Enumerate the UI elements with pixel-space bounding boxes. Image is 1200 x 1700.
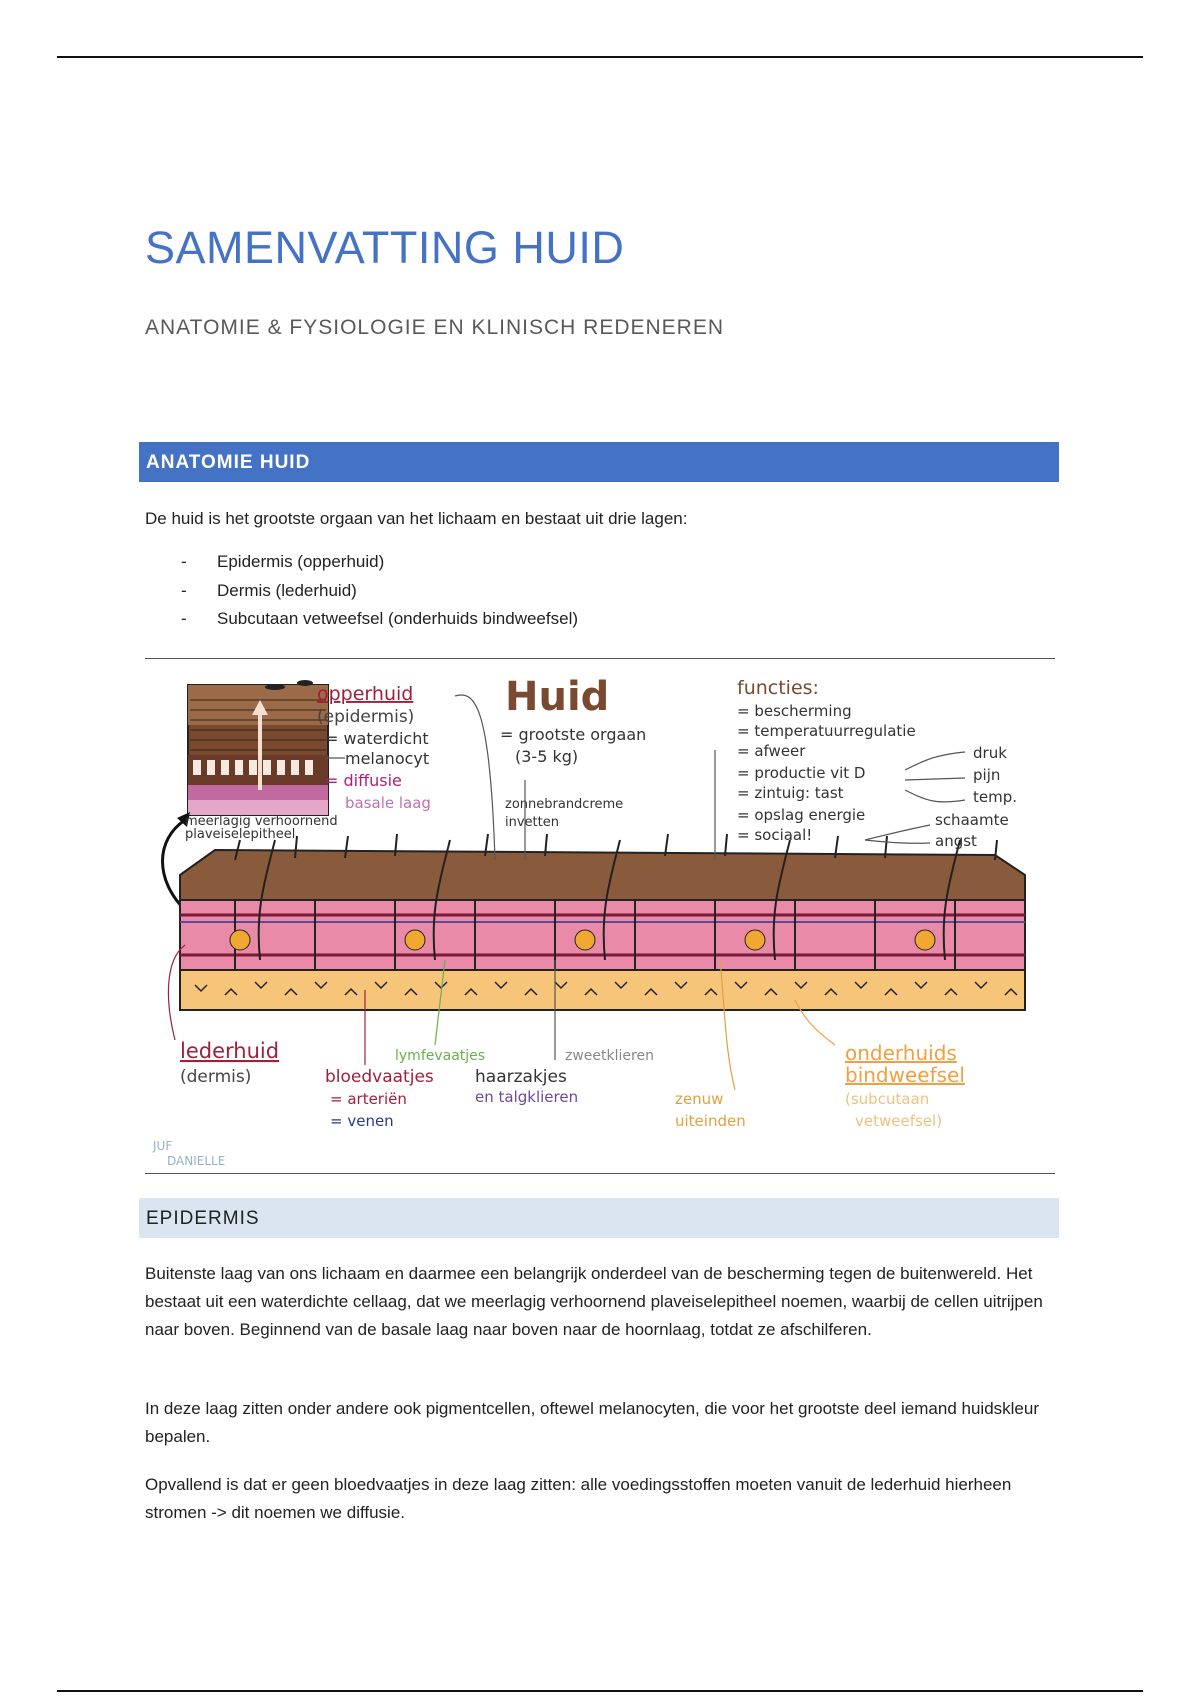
label-uiteinden: uiteinden <box>675 1112 746 1130</box>
logo-juf: JUF <box>153 1139 173 1153</box>
label-basale-laag: basale laag <box>345 794 431 812</box>
label-functie: = productie vit D <box>737 764 866 782</box>
list-item: - Epidermis (opperhuid) <box>181 552 385 571</box>
label-angst: angst <box>935 832 977 850</box>
label-schaamte: schaamte <box>935 811 1009 829</box>
label-druk: druk <box>973 744 1007 762</box>
label-bindweefsel: bindweefsel <box>845 1063 965 1087</box>
label-subcutaan: (subcutaan <box>845 1090 930 1108</box>
list-dash: - <box>181 552 187 571</box>
label-huid-title: Huid <box>505 674 610 720</box>
label-invetten: invetten <box>505 815 559 830</box>
label-epidermis: (epidermis) <box>317 707 415 727</box>
label-diffusie: = diffusie <box>325 771 402 790</box>
label-melanocyt: melanocyt <box>345 749 430 768</box>
section-heading-epidermis: EPIDERMIS <box>139 1198 1059 1238</box>
label-grootste-orgaan: = grootste orgaan <box>500 725 647 744</box>
label-functie: = opslag energie <box>737 806 866 824</box>
figure-bottom-border <box>145 1173 1055 1174</box>
label-lederhuid: lederhuid <box>180 1039 280 1063</box>
figure-top-border <box>145 658 1055 659</box>
label-functies: functies: <box>737 677 819 699</box>
label-lymfevaatjes: lymfevaatjes <box>395 1048 486 1064</box>
epidermis-inset <box>188 680 328 815</box>
label-plaveisel: plaveiselepitheel <box>185 827 296 842</box>
page-bottom-rule <box>57 1690 1143 1692</box>
label-meerlagig: meerlagig verhoornend <box>185 814 338 829</box>
label-pijn: pijn <box>973 766 1001 784</box>
label-venen: = venen <box>330 1112 394 1130</box>
label-functie: = temperatuurregulatie <box>737 722 916 740</box>
page-top-rule <box>57 56 1143 58</box>
label-zonnebrand: zonnebrandcreme <box>505 797 624 812</box>
epidermis-paragraph-1: Buitenste laag van ons lichaam en daarmee een belangrijk onderdeel van de bescherming tegen de buitenwereld. Het bestaat uit een waterdichte cellaag, dat we meerlagig verhoornend plaveiselepitheel noemen, waarbij de cellen uitrijpen naar boven. Beginnend van de basale laag naar boven naar de hoornlaag, totdat ze afschilferen. <box>145 1264 1043 1339</box>
label-arterien: = arteriën <box>330 1090 407 1108</box>
skin-cross-section <box>180 834 1025 1010</box>
list-item: - Dermis (lederhuid) <box>181 580 357 600</box>
label-gewicht: (3-5 kg) <box>515 747 579 766</box>
list-item: - Subcutaan vetweefsel (onderhuids bindweefsel) <box>181 609 579 628</box>
label-onderhuids: onderhuids <box>845 1041 957 1065</box>
logo-danielle: DANIELLE <box>167 1154 226 1168</box>
label-zweetklieren: zweetklieren <box>565 1048 654 1064</box>
list-dash: - <box>181 580 187 600</box>
section-heading-anatomie: ANATOMIE HUID <box>139 442 1059 482</box>
label-temp: temp. <box>973 788 1018 806</box>
document-title: SAMENVATTING HUID <box>145 222 625 273</box>
list-dash: - <box>181 609 187 628</box>
intro-paragraph: De huid is het grootste orgaan van het lichaam en bestaat uit drie lagen: <box>145 509 688 528</box>
label-waterdicht: = waterdicht <box>325 729 429 748</box>
skin-diagram <box>145 660 1055 1172</box>
label-zenuw: zenuw <box>675 1090 724 1108</box>
label-haarzakjes: haarzakjes <box>475 1067 567 1087</box>
layers-list <box>145 552 578 638</box>
document-subtitle: ANATOMIE & FYSIOLOGIE EN KLINISCH REDENEREN <box>145 316 725 339</box>
epidermis-paragraph-3: Opvallend is dat er geen bloedvaatjes in deze laag zitten: alle voedingsstoffen moeten vanuit de lederhuid hierheen stromen -> dit noemen we diffusie. <box>145 1475 1012 1522</box>
epidermis-paragraph-2: In deze laag zitten onder andere ook pigmentcellen, oftewel melanocyten, die voor het grootste deel iemand huidskleur bepalen. <box>145 1399 1040 1446</box>
skin-diagram-svg <box>145 660 1055 1172</box>
label-functie: = zintuig: tast <box>737 784 844 802</box>
label-functie: = sociaal! <box>737 826 813 844</box>
label-dermis: (dermis) <box>180 1067 252 1087</box>
label-functie: = afweer <box>737 742 806 760</box>
label-vetweefsel: vetweefsel) <box>855 1112 943 1130</box>
label-talgklieren: en talgklieren <box>475 1088 579 1106</box>
label-bloedvaatjes: bloedvaatjes <box>325 1067 434 1087</box>
label-functie: = bescherming <box>737 702 852 720</box>
label-opperhuid: opperhuid <box>317 683 414 705</box>
